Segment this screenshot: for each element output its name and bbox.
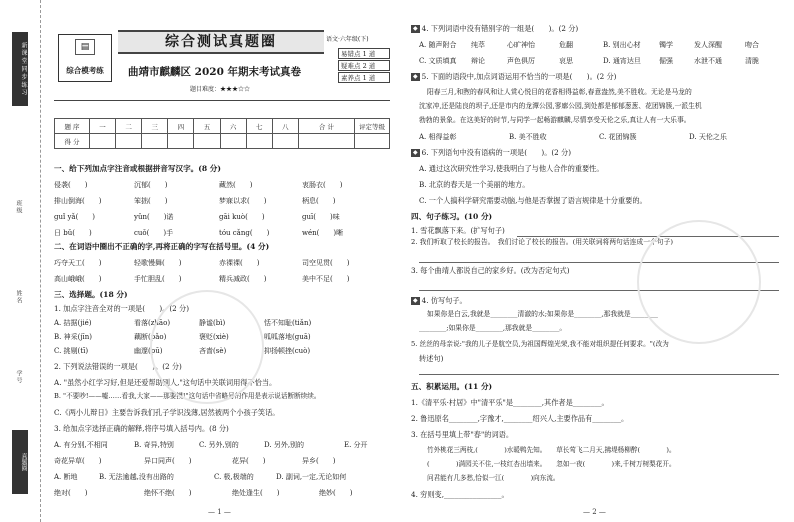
score-input[interactable] [116,134,142,149]
option[interactable]: A. 相得益彰 [419,133,457,141]
correction-item[interactable]: 美中不足( ) [302,275,350,283]
sentence-q5: 5. 丝丝的母亲说:"我的儿子是航空员,为祖国辉煌光荣,我不能对组织提任何要求。"(改为 [411,340,669,348]
badge-label: 综合模考练 [66,66,104,75]
subject-label: 语文·六年级(下) [326,36,369,43]
question-3: 3. 给加点字选择正确的解释,将序号填入括号内。(8 分) [54,424,229,433]
score-input[interactable] [142,134,168,149]
score-value-row [55,134,390,149]
count-value: 1 道 [362,74,376,82]
header-rule [54,100,390,101]
option[interactable]: 褒贬(xiè) [199,333,229,341]
section-4-title: 四、句子练习。(10 分) [411,212,493,221]
score-input[interactable] [272,134,298,149]
option[interactable]: 镯学 [659,41,673,49]
question-2: 2. 下列说法错误的一项是( )。(2 分) [54,362,182,371]
option[interactable]: 声色俱厉 [507,57,535,65]
pinyin-item[interactable]: 日 bǔ( ) [54,229,92,237]
option[interactable]: A. 拮据(jié) [54,319,92,327]
option: B. 奇异,特别 [134,441,174,449]
section-3-title: 三、选择题。(18 分) [54,290,128,299]
counts-box [338,48,390,83]
banner-title: 综合测试真题圈 [118,30,324,54]
question-5: 5. 下面的语段中,加点词语运用不恰当的一项是( )。(2 分) [421,72,617,81]
section-1-title: 一、给下列加点字注音或根据拼音写汉字。(8 分) [54,164,221,173]
option[interactable]: C.《两小儿辩日》主要告诉我们孔子学识浅薄,居然被两个小孩子笑话。 [54,408,280,417]
pinyin-item[interactable]: 排山倒海( ) [54,197,102,205]
pinyin-item[interactable]: 柄息( ) [302,197,336,205]
option[interactable]: 呱呱落地(guā) [264,333,311,341]
word-item[interactable]: 异乡( ) [302,457,336,465]
score-cell: 合 计 [298,119,354,134]
option: B. 无法逾越,没有出路的 [99,473,174,481]
option[interactable]: C. 文质填真 [419,57,457,65]
watermark-seal [150,290,264,404]
pinyin-item[interactable]: 侵袭( ) [54,181,88,189]
sentence-q4: 4. 仿写句子。 [421,296,467,305]
accum-q2[interactable]: 2. 鲁迅原名________,字豫才,________绍兴人,主要作品有________。 [411,414,629,423]
score-cell: 题 序 [55,119,90,134]
score-cell: 六 [220,119,246,134]
page-number: — 1 — [208,508,231,516]
score-cell: 二 [116,119,142,134]
correction-item[interactable]: 赤裸裸( ) [219,259,260,267]
option: C. 另外,别的 [199,441,239,449]
series-logo: 新 课 堂 同 步 练 习 [12,32,28,106]
option[interactable]: 恬不知耻(tiǎn) [264,319,312,327]
poem-line[interactable]: 竹外桃花三两枝,( )水暖鸭先知。 草长莺飞二月天,拂堤杨柳醉( )。 [427,446,676,454]
pinyin-item[interactable]: 笨拙( ) [134,197,168,205]
option[interactable]: 藕断(pǎo) [134,333,167,341]
option[interactable]: A. "虽然小红学习好,但是还爱帮助别人,"这句话中关联词用得不恰当。 [54,378,277,387]
sentence-q5-cont: 转述句) [419,354,444,363]
pinyin-item[interactable]: gāi kuò( ) [219,213,265,221]
option: A. 有分别,不相同 [54,441,108,449]
option[interactable]: 吝啬(sè) [199,347,227,355]
option[interactable]: 哀思 [559,57,573,65]
section-2-title: 二、在词语中圈出不正确的字,再将正确的字写在括号里。(4 分) [54,242,270,251]
count-label: 易错点 [341,50,361,58]
binding-gutter [0,0,41,522]
tag-icon: ◆ [413,149,418,156]
word-item[interactable]: 花异( ) [232,457,266,465]
correction-item[interactable]: 巧夺天工( ) [54,259,102,267]
pinyin-item[interactable]: yǔn( )诺 [134,213,174,221]
tag-icon: ◆ [413,25,418,32]
score-cell: 五 [194,119,220,134]
option[interactable]: D. 通宵达旦 [603,57,641,65]
score-cell: 三 [142,119,168,134]
pinyin-item[interactable]: 沉郁( ) [134,181,168,189]
class-label: 班级 [15,200,22,214]
score-table [54,118,390,149]
count-value: 1 道 [362,50,376,58]
option[interactable]: 倔强 [659,57,673,65]
pinyin-item[interactable]: ɡuī( )味 [302,213,340,221]
option[interactable]: D. 天伦之乐 [689,133,727,141]
word-item[interactable]: 绝处逢生( ) [232,489,280,497]
option: A. 断地 [54,473,78,481]
option[interactable]: 静谧(bì) [199,319,226,327]
option[interactable]: B. 别出心材 [603,41,641,49]
option[interactable]: 心旷神怡 [507,41,535,49]
poem-line[interactable]: 问君能有几多愁,恰似一江( )向东流。 [427,474,560,482]
word-item[interactable]: 绝对( ) [54,489,88,497]
option[interactable]: 看落(zhāo) [134,319,171,327]
word-item[interactable]: 绝怀不绝( ) [144,489,192,497]
right-page [397,0,794,522]
option: E. 分开 [344,441,368,449]
score-header-row [55,119,390,134]
option[interactable]: A. 通过这次研究性学习,使我明白了与他人合作的重要性。 [419,164,604,173]
option[interactable]: C. 一个人搞科学研究需要动脑,与他是否掌握了语言规律是十分重要的。 [419,196,647,205]
option[interactable]: 抑扬顿挫(cuò) [264,347,311,355]
question-6: 6. 下列语句中没有语病的一项是( )。(2 分) [421,148,572,157]
poem-line[interactable]: ( )满园关不住,一枝红杏出墙来。 忽如一夜( )来,千树万树梨花开。 [427,460,676,468]
tag-icon: ◆ [413,297,418,304]
option[interactable]: A. 随声附合 [419,41,457,49]
accum-q1[interactable]: 1.《清平乐·村居》中"清平乐"是________,其作者是________。 [411,398,609,407]
correction-item[interactable]: 高山峨峨( ) [54,275,102,283]
option[interactable]: B. 神采(jīn) [54,333,92,341]
question-1: 1. 加点字注音全对的一项是( )。(2 分) [54,304,190,313]
score-cell: 得 分 [55,134,90,149]
score-cell: 八 [272,119,298,134]
option[interactable]: C. 花团锦簇 [599,133,637,141]
word-item[interactable]: 异口同声( ) [144,457,192,465]
score-cell: 评定等级 [355,119,390,134]
option[interactable]: 吻合 [745,41,759,49]
word-item[interactable]: 奇花异草( ) [54,457,102,465]
passage-line: 阳春三月,和煦的春风和让人赏心悦目的花香相得益彰,春意盎然,美不胜收。无论是马龙的 [427,88,692,96]
bottom-logo: 真题圈 [12,430,28,494]
option[interactable]: 清脆 [745,57,759,65]
pinyin-item[interactable]: 衷肠衣( ) [302,181,343,189]
score-input[interactable] [298,134,354,149]
pinyin-item[interactable]: tóu cǎnɡ( ) [219,229,270,237]
accum-q3: 3. 在括号里填上带"春"的词语。 [411,430,514,439]
fill-line[interactable]: ________;如果你是________,那我就是________。 [419,324,567,332]
passage-line: 勃勃的景象。在这美好的时节,与同学一起畅游麒麟,尽情享受天伦之乐,真让人有一大乐事。 [419,116,691,124]
word-item[interactable]: 绝妙( ) [319,489,353,497]
correction-item[interactable]: 轻歌慢舞( ) [134,259,182,267]
option[interactable]: 水泄不通 [694,57,722,65]
name-label: 姓名 [15,290,22,304]
option: D. 副词,一定,无论如何 [276,473,347,481]
watermark-seal [637,220,761,344]
score-cell: 七 [246,119,272,134]
option[interactable]: B. 北京的春天是一个美丽的地方。 [419,180,530,189]
option[interactable]: 幽邃(pū) [134,347,163,355]
score-input[interactable] [355,134,390,149]
badge-box [58,34,112,82]
option[interactable]: B. 美不胜收 [509,133,547,141]
sentence-q2: 2. 我们听取了校长的报告。 我们讨论了校长的报告。(用关联词将两句话连成一个句子) [411,238,674,246]
tag-icon: ◆ [413,73,418,80]
count-label: 素养点 [341,74,361,82]
sentence-q1: 1. 雪花飘落下来。(扩写句子) [411,226,505,235]
pinyin-item[interactable]: 梦寐以求( ) [219,197,267,205]
score-input[interactable] [90,134,116,149]
correction-item[interactable]: 手忙胆乱( ) [134,275,182,283]
sentence-q3: 3. 每个曲靖人都说自己的家乡好。(改为否定句式) [411,266,570,275]
fill-line[interactable]: 如果你是白云,我就是________清澈的水;如果你是________,那我就是________ [427,310,658,318]
answer-line[interactable] [419,374,779,375]
pinyin-item[interactable]: 藏然( ) [219,181,253,189]
section-5-title: 五、积累运用。(11 分) [411,382,493,391]
book-icon: ▤ [75,39,95,55]
option[interactable]: C. 挑剔(tī) [54,347,89,355]
question-4: 4. 下列词语中没有错别字的一组是( )。(2 分) [421,24,579,33]
option[interactable]: 辩论 [471,57,485,65]
accum-q4[interactable]: 4. 穷则变,________________。 [411,490,509,499]
correction-item[interactable]: 精兵减政( ) [219,275,267,283]
score-input[interactable] [194,134,220,149]
page-number: — 2 — [583,508,606,516]
school-label: 学号 [15,370,22,384]
option[interactable]: 纯萃 [471,41,485,49]
count-value: 2 道 [362,62,376,70]
correction-item[interactable]: 司空见贯( ) [302,259,350,267]
score-input[interactable] [220,134,246,149]
pinyin-item[interactable]: wén( )晰 [302,229,344,237]
difficulty-label: 题目难度：★★★☆☆ [190,86,251,93]
passage-line: 沈家冲,还是陆良的坝子,还是市内的龙潭公园,寥廓公园,到处都是郁郁葱葱、花团锦簇,一派生机 [419,102,702,110]
option[interactable]: 危翻 [559,41,573,49]
score-cell: 四 [168,119,194,134]
pinyin-item[interactable]: ɡuǐ yǎ( ) [54,213,96,221]
pinyin-item[interactable]: cuǒ( )手 [134,229,174,237]
option[interactable]: B. "不要吵!——嘘……看我,大家——那要摸!"这句话中省略号的作用是表示说话断断续续。 [54,392,321,400]
score-cell: 一 [90,119,116,134]
score-input[interactable] [246,134,272,149]
option: D. 另外,别的 [264,441,305,449]
option[interactable]: 发人深醒 [694,41,722,49]
option: C. 极,极端的 [214,473,254,481]
score-input[interactable] [168,134,194,149]
count-label: 疑难点 [341,62,361,70]
exam-title: 曲靖市麒麟区 2020 年期末考试真卷 [128,66,302,78]
